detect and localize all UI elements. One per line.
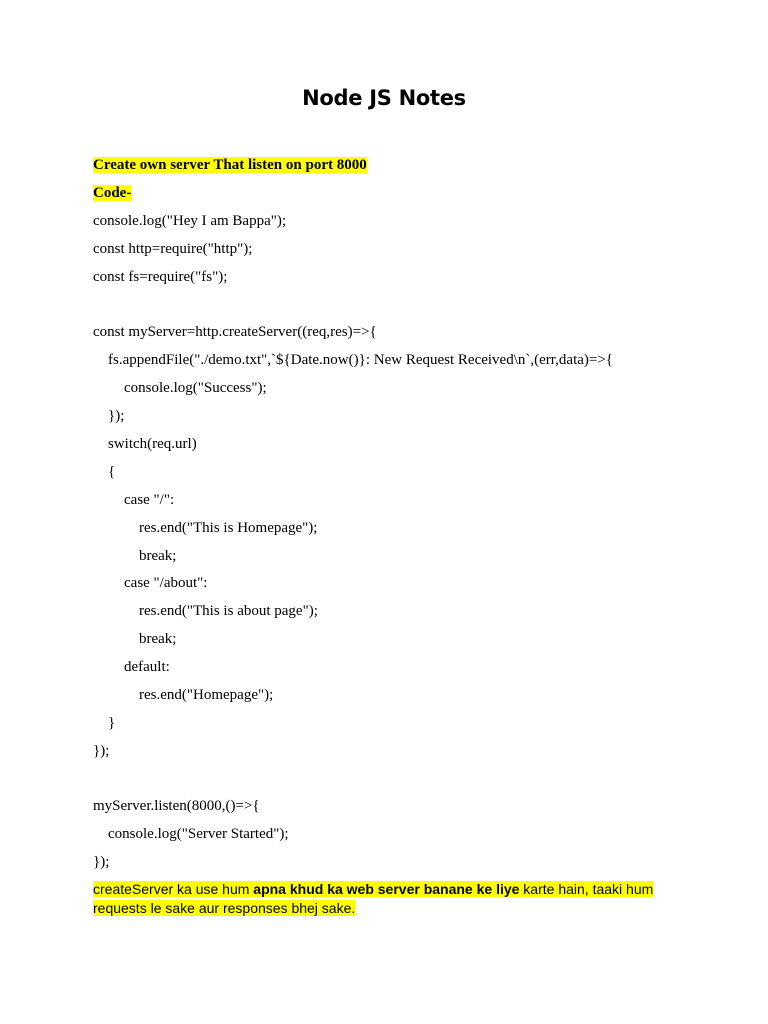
- code-line: res.end("Homepage");: [139, 687, 274, 703]
- code-label-text: Code-: [93, 185, 132, 201]
- code-line: console.log("Server Started");: [108, 826, 289, 842]
- section-heading: [93, 156, 367, 174]
- code-line: res.end("This is about page");: [139, 603, 318, 619]
- code-line: const http=require("http");: [93, 241, 253, 257]
- note-text-2: karte hain, taaki hum requests le sake aur responses bhej sake.: [93, 881, 654, 916]
- code-line: case "/about":: [124, 575, 208, 591]
- code-label: [93, 184, 131, 202]
- code-line: res.end("This is Homepage");: [139, 520, 318, 536]
- code-line: }: [108, 715, 116, 731]
- code-line: default:: [124, 659, 170, 675]
- code-line: });: [93, 854, 110, 870]
- note-text-bold: apna khud ka web server banane ke liye: [253, 881, 520, 897]
- code-line: });: [93, 743, 110, 759]
- section-heading-text: Create own server That listen on port 8000: [93, 157, 367, 173]
- code-line: break;: [139, 548, 177, 564]
- code-line: });: [108, 408, 125, 424]
- code-line: console.log("Success");: [124, 380, 267, 396]
- code-line: break;: [139, 631, 177, 647]
- code-line: myServer.listen(8000,()=>{: [93, 798, 260, 814]
- note-text-1: createServer ka use hum: [93, 881, 254, 897]
- page-title: Node JS Notes: [302, 86, 466, 110]
- code-line: const fs=require("fs");: [93, 269, 228, 285]
- explanation-note: [93, 880, 663, 918]
- code-line: console.log("Hey I am Bappa");: [93, 213, 287, 229]
- code-line: fs.appendFile("./demo.txt",`${Date.now()}: New Request Received\n`,(err,data)=>{: [108, 352, 614, 368]
- code-line: case "/":: [124, 492, 175, 508]
- code-line: {: [108, 464, 116, 480]
- code-line: switch(req.url): [108, 436, 197, 452]
- code-line: const myServer=http.createServer((req,res)=>{: [93, 324, 377, 340]
